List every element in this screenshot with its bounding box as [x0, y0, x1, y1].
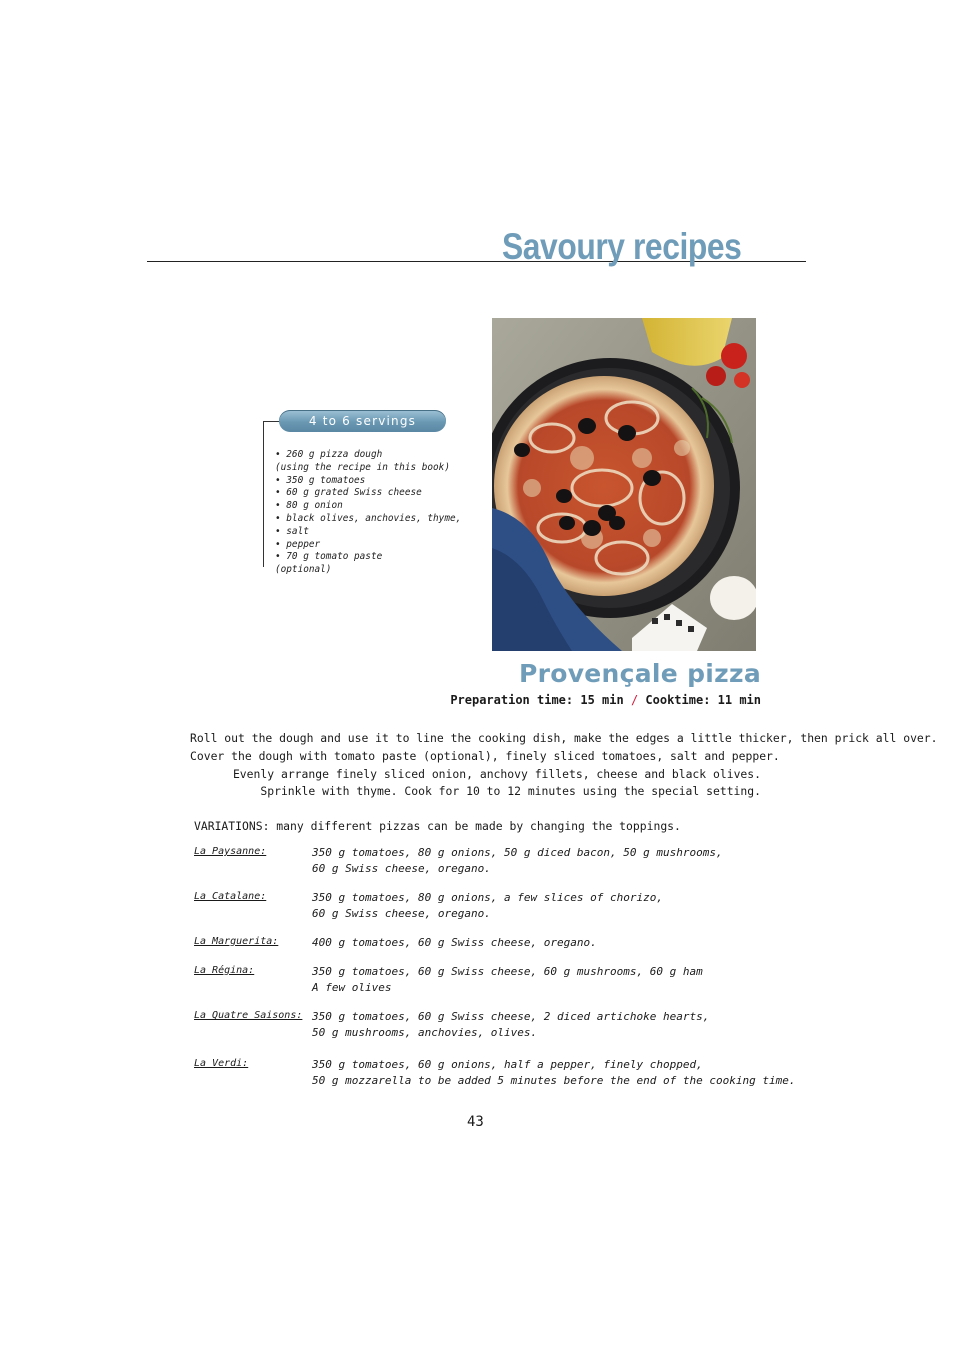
recipe-times: [380, 693, 761, 707]
variation-description: [312, 845, 723, 877]
variation-name: La Paysanne:: [194, 846, 267, 857]
ingredient-item: • 260 g pizza dough: [275, 449, 383, 460]
variation-line: 350 g tomatoes, 80 g onions, a few slices of chorizo,: [312, 891, 663, 904]
variation-name: La Verdi:: [194, 1058, 249, 1069]
page-title: Savoury recipes: [502, 226, 742, 267]
ingredient-item: • 350 g tomatoes: [275, 474, 366, 486]
ingredient-item: • 70 g tomato paste: [275, 551, 383, 563]
ingredient-item: (optional): [275, 564, 332, 576]
method-line: Evenly arrange finely sliced onion, anchovy fillets, cheese and black olives.: [232, 766, 761, 781]
time-separator: /: [630, 693, 639, 707]
variation-description: [312, 1057, 795, 1089]
variation-description: [312, 1009, 709, 1041]
recipe-title: Provençale pizza: [518, 659, 761, 688]
variation-line: 50 g mushrooms, anchovies, olives.: [312, 1026, 538, 1039]
method-line: Cover the dough with tomato paste (optional), finely sliced tomatoes, salt and pepper.: [190, 748, 780, 763]
variations-intro: VARIATIONS: many different pizzas can be made by changing the toppings.: [194, 819, 681, 833]
servings-badge: 4 to 6 servings: [279, 410, 446, 432]
variation-line: 60 g Swiss cheese, oregano.: [312, 907, 491, 920]
variation-line: 350 g tomatoes, 60 g Swiss cheese, 2 diced artichoke hearts,: [312, 1010, 710, 1023]
variation-description: [312, 890, 663, 922]
variation-name: La Marguerita:: [194, 936, 279, 947]
ingredient-item: • pepper: [275, 538, 321, 550]
variation-line: 350 g tomatoes, 60 g onions, half a pepper, finely chopped,: [312, 1058, 703, 1071]
method-line: Roll out the dough and use it to line the cooking dish, make the edges a little thicker, then prick all over.: [190, 731, 938, 745]
variation-description: [312, 935, 597, 951]
method-line: Sprinkle with thyme. Cook for 10 to 12 minutes using the special setting.: [260, 784, 761, 799]
ingredients-bracket: [263, 421, 264, 567]
cook-time: Cooktime: 11 min: [645, 693, 761, 707]
variation-description: [312, 964, 703, 996]
ingredient-item: • black olives, anchovies, thyme,: [275, 512, 462, 524]
variation-name: La Catalane:: [194, 891, 267, 902]
variation-name: La Régina:: [194, 965, 255, 976]
ingredient-item: • 80 g onion: [275, 500, 343, 512]
ingredient-item: (using the recipe in this book): [275, 461, 450, 473]
ingredient-item: • 60 g grated Swiss cheese: [275, 487, 422, 499]
ingredient-item: • salt: [275, 525, 309, 537]
prep-time: Preparation time: 15 min: [450, 693, 624, 707]
ingredients-list: [275, 449, 461, 577]
variation-line: 50 g mozzarella to be added 5 minutes before the end of the cooking time.: [312, 1074, 796, 1087]
variation-line: 400 g tomatoes, 60 g Swiss cheese, oregano.: [312, 936, 597, 949]
recipe-method: [190, 730, 938, 801]
pizza-photo: [492, 318, 756, 651]
variation-line: 350 g tomatoes, 60 g Swiss cheese, 60 g mushrooms, 60 g ham: [312, 965, 703, 978]
page-number: 43: [467, 1114, 484, 1130]
variation-line: 350 g tomatoes, 80 g onions, 50 g diced bacon, 50 g mushrooms,: [312, 846, 723, 859]
variation-line: 60 g Swiss cheese, oregano.: [312, 862, 491, 875]
variation-line: A few olives: [312, 981, 392, 994]
variation-name: La Quatre Saisons:: [194, 1010, 303, 1021]
